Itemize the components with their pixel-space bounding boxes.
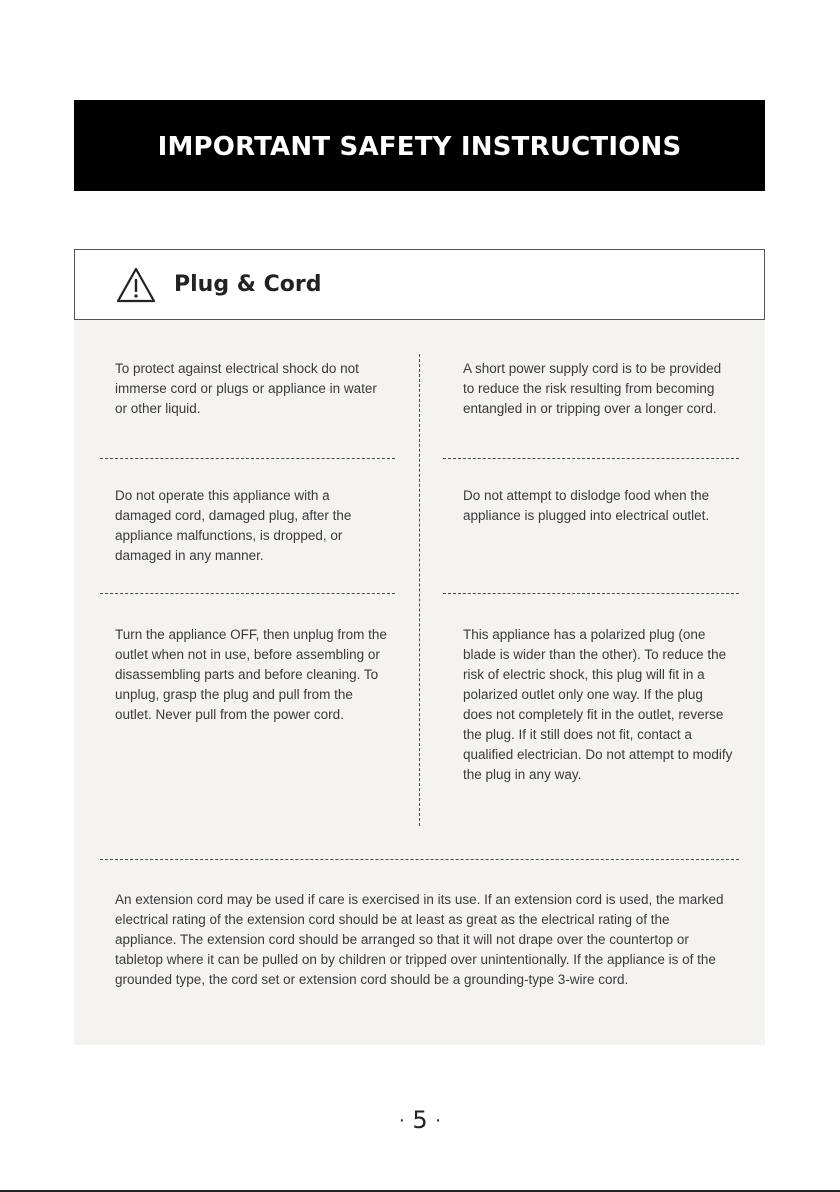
- row-divider: [443, 458, 739, 459]
- instruction-item: Do not operate this appliance with a damaged cord, damaged plug, after the appliance malfunctions, is dropped, or damaged in any manner.: [115, 488, 352, 563]
- page-number: [0, 1106, 840, 1134]
- instruction-item: To protect against electrical shock do not immerse cord or plugs or appliance in water or other liquid.: [115, 361, 377, 416]
- row-divider: [100, 593, 395, 594]
- page-separator: ·: [398, 1110, 405, 1132]
- warning-triangle-icon: [115, 266, 157, 304]
- title-banner: [74, 100, 765, 191]
- column-divider: [419, 354, 420, 826]
- instruction-item: Do not attempt to dislodge food when the appliance is plugged into electrical outlet.: [463, 488, 710, 523]
- instruction-item: Turn the appliance OFF, then unplug from the outlet when not in use, before assembling or disassembling parts and before cleaning. To unplug, grasp the plug and pull from the outlet. Never pull from the power cord.: [115, 627, 387, 722]
- section-header: [74, 249, 765, 320]
- instruction-item: A short power supply cord is to be provided to reduce the risk resulting from becoming entangled in or tripping over a longer cord.: [463, 361, 722, 416]
- row-divider: [443, 593, 739, 594]
- instruction-item: An extension cord may be used if care is exercised in its use. If an extension cord is used, the marked electrical rating of the extension cord should be at least as great as the electrical rating of the appliance. The extension cord should be arranged so that it will not drape over the countertop or tabletop where it can be pulled on by children or tripped over unintentionally. If the appliance is of the grounded type, the cord set or extension cord should be a grounding-type 3-wire cord.: [115, 892, 724, 987]
- instruction-item: This appliance has a polarized plug (one blade is wider than the other). To reduce the risk of electric shock, this plug will fit in a polarized outlet only one way. If the plug does not completely fit in the outlet, reverse the plug. If it still does not fit, contact a qualified electrician. Do not attempt to modify the plug in any way.: [463, 627, 733, 782]
- row-divider: [100, 859, 739, 860]
- page-number-value: 5: [412, 1106, 428, 1134]
- page-separator: ·: [435, 1110, 442, 1132]
- page-title: IMPORTANT SAFETY INSTRUCTIONS: [157, 131, 682, 162]
- section-title: Plug & Cord: [174, 272, 322, 297]
- instructions-panel: [74, 320, 765, 1045]
- row-divider: [100, 458, 395, 459]
